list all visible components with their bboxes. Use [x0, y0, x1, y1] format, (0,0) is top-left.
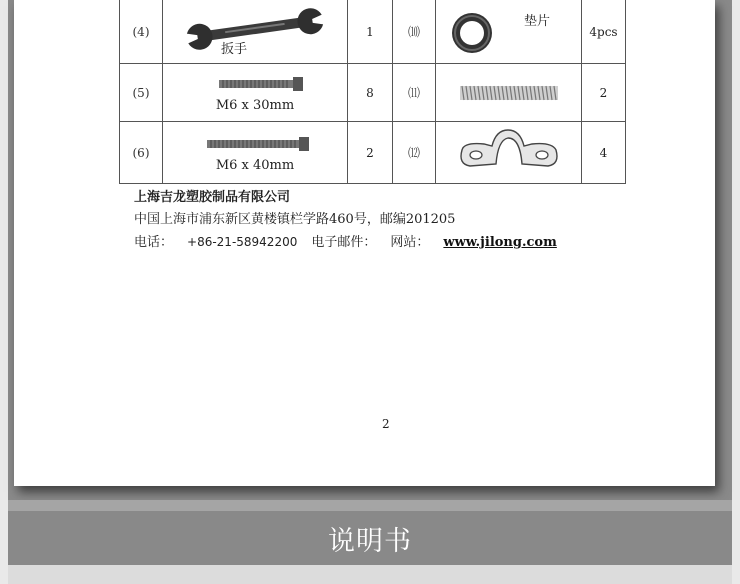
- part-number: (5): [120, 64, 163, 122]
- part-quantity: 2: [348, 122, 393, 184]
- part-quantity: 4: [582, 122, 626, 184]
- bolt-icon: [163, 72, 347, 96]
- part-quantity: 4pcs: [582, 0, 626, 64]
- manual-page: [14, 0, 715, 486]
- part-number: ⑿: [393, 122, 436, 184]
- wrench-icon: [163, 2, 347, 62]
- web-label: 网站：: [390, 235, 430, 250]
- washer-icon: [436, 1, 581, 63]
- part-number: (4): [120, 0, 163, 64]
- table-row: [120, 0, 626, 64]
- left-frame: [0, 0, 8, 584]
- part-quantity: 8: [348, 64, 393, 122]
- pipe-clamp-icon: [436, 128, 581, 178]
- bottom-strip: [8, 565, 732, 584]
- right-frame: [732, 0, 740, 584]
- part-image-cell: [163, 0, 348, 64]
- part-number: ⑾: [393, 64, 436, 122]
- part-quantity: 1: [348, 0, 393, 64]
- part-name: M6 x 40mm: [215, 158, 295, 173]
- table-row: [120, 64, 626, 122]
- spring-icon: [436, 78, 581, 108]
- email-label: 电子邮件：: [311, 235, 377, 250]
- phone-number: +86-21-58942200: [187, 235, 298, 249]
- part-image-cell: [436, 0, 582, 64]
- part-name: 扳手: [221, 42, 248, 57]
- footer-title: 说明书: [328, 525, 412, 557]
- table-row: [120, 122, 626, 184]
- footer-title-bar: [8, 511, 732, 565]
- parts-table: [119, 0, 626, 184]
- part-image-cell: [163, 122, 348, 184]
- website-link[interactable]: www.jilong.com: [443, 235, 557, 250]
- part-number: (6): [120, 122, 163, 184]
- company-name: 上海吉龙塑胶制品有限公司: [134, 190, 291, 205]
- part-name: M6 x 30mm: [215, 98, 295, 113]
- company-address: 中国上海市浦东新区黄楼镇栏学路460号，邮编201205: [134, 212, 456, 227]
- company-contact: [134, 231, 557, 250]
- phone-label: 电话：: [134, 235, 174, 250]
- part-image-cell: [436, 122, 582, 184]
- part-image-cell: [436, 64, 582, 122]
- part-image-cell: [163, 64, 348, 122]
- part-quantity: 2: [582, 64, 626, 122]
- part-number: ⑽: [393, 0, 436, 64]
- page-number: 2: [382, 417, 390, 431]
- part-name: 垫片: [524, 14, 551, 29]
- bolt-icon: [163, 132, 347, 156]
